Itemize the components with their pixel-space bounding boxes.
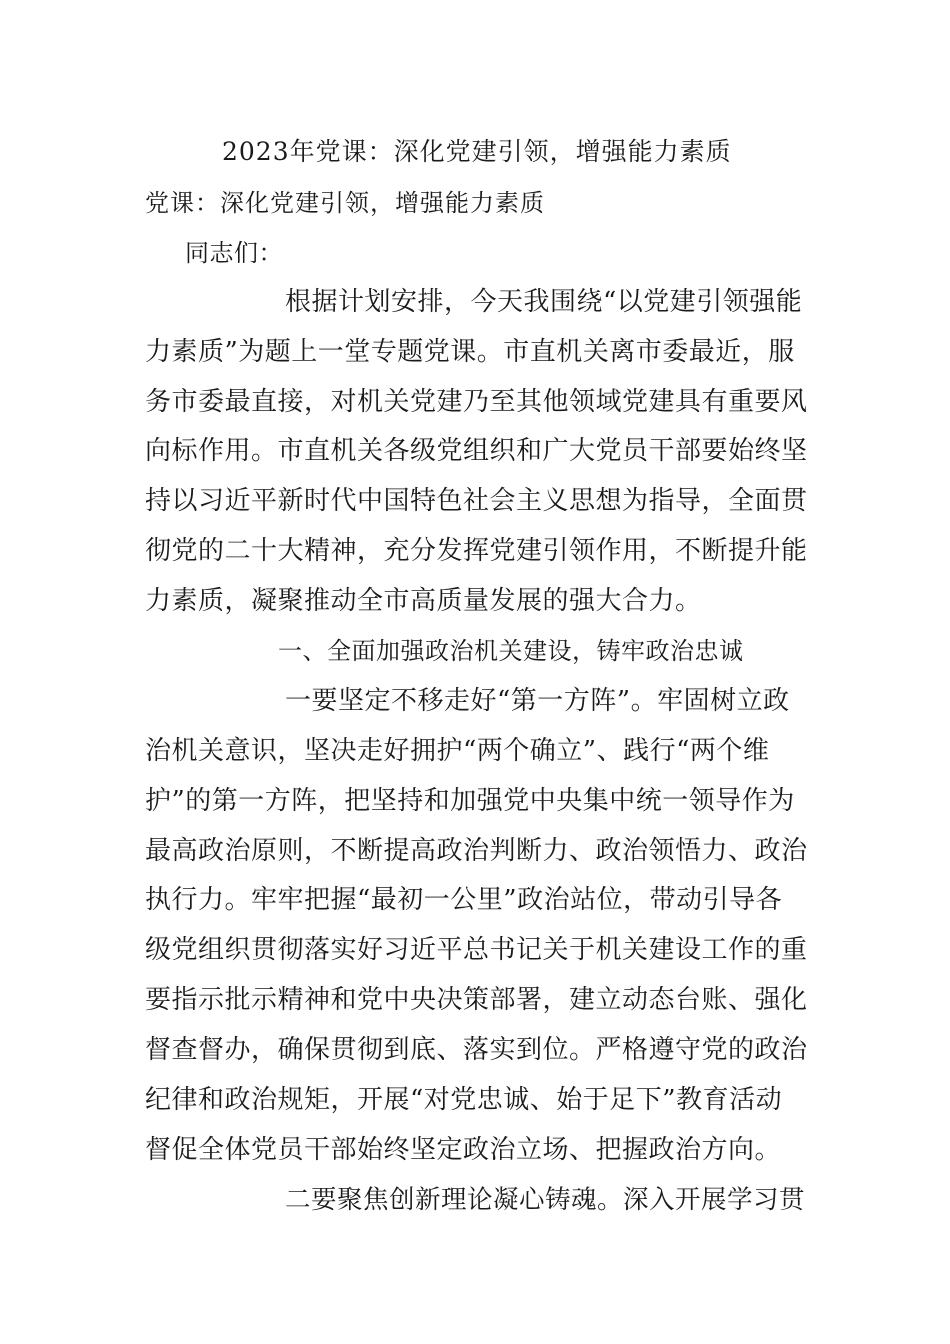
- paragraph-line: 要指示批示精神和党中央决策部署，建立动态台账、强化: [145, 985, 808, 1015]
- paragraph-line: 最高政治原则，不断提高政治判断力、政治领悟力、政治: [145, 836, 808, 866]
- paragraph-line: 级党组织贯彻落实好习近平总书记关于机关建设工作的重: [145, 935, 808, 965]
- paragraph-line: 根据计划安排，今天我围绕“以党建引领强能: [285, 287, 803, 317]
- document-title: 2023年党课：深化党建引领，增强能力素质: [222, 137, 732, 166]
- paragraph-line: 二要聚焦创新理论凝心铸魂。深入开展学习贯: [285, 1185, 806, 1215]
- paragraph-line: 彻党的二十大精神，充分发挥党建引领作用，不断提升能: [145, 536, 808, 566]
- paragraph-line: 纪律和政治规矩，开展“对党忠诚、始于足下”教育活动: [145, 1085, 783, 1115]
- paragraph-line: 向标作用。市直机关各级党组织和广大党员干部要始终坚: [145, 436, 808, 466]
- paragraph-line: 持以习近平新时代中国特色社会主义思想为指导，全面贯: [145, 486, 808, 516]
- paragraph-line: 督促全体党员干部始终坚定政治立场、把握政治方向。: [145, 1135, 782, 1165]
- paragraph-line: 务市委最直接，对机关党建乃至其他领域党建具有重要风: [145, 387, 808, 417]
- paragraph-line: 执行力。牢牢把握“最初一公里”政治站位，带动引导各: [145, 885, 783, 915]
- paragraph-line: 力素质，凝聚推动全市高质量发展的强大合力。: [145, 586, 702, 616]
- paragraph-line: 护”的第一方阵，把坚持和加强党中央集中统一领导作为: [145, 786, 795, 816]
- greeting: 同志们：: [185, 239, 283, 267]
- paragraph-line: 力素质”为题上一堂专题党课。市直机关离市委最近，服: [145, 337, 795, 367]
- section-heading: 一、全面加强政治机关建设，铸牢政治忠诚: [278, 637, 744, 665]
- paragraph-line: 督查督办，确保贯彻到底、落实到位。严格遵守党的政治: [145, 1035, 808, 1065]
- paragraph-line: 治机关意识，坚决走好拥护“两个确立”、践行“两个维: [145, 736, 770, 766]
- document-subtitle: 党课：深化党建引领，增强能力素质: [145, 189, 545, 217]
- paragraph-line: 一要坚定不移走好“第一方阵”。牢固树立政: [285, 686, 790, 716]
